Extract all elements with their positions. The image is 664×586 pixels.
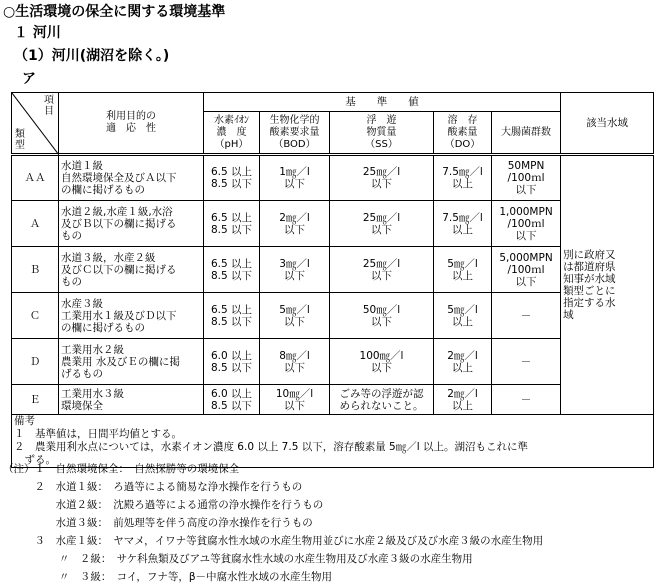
notes-title: 備考 [14,415,35,427]
row-ph: 6.5 以上 8.5 以下 [204,293,260,339]
row-use: 水産３級 工業用水１級及びＤ以下 の欄に掲げるもの [59,293,204,339]
header-coliform: 大腸菌群数 [492,112,561,155]
row-type: Ｅ [12,385,59,415]
table-corner-cell [12,93,59,155]
header-ph: 水素ｲｵﾝ 濃 度 （pH） [204,112,260,155]
header-standard: 基 準 値 [204,93,561,112]
row-ph: 6.5 以上 8.5 以下 [204,201,260,247]
footnote-line: ３ 水産１級： ヤマメ，イワナ等貧腐水性水域の水産生物用並びに水産２級及び及び水産３級の水産生物用 [3,535,544,547]
table-row [12,339,654,385]
row-bod: 10㎎／l 以下 [260,385,330,415]
row-ss: 25㎎／l 以下 [330,247,434,293]
row-do: 7.5㎎／l 以上 [434,155,492,201]
row-use: 水道３級，水産２級 及びＣ以下の欄に掲げる もの [59,247,204,293]
row-coliform: － [492,385,561,415]
row-do: 2㎎／l 以上 [434,339,492,385]
header-use: 利用目的の 適 応 性 [59,93,204,155]
applicable-area-cell: 別に政府又 は都道府県 知事が水域 類型ごとに 指定する水 域 [561,155,654,415]
row-ph: 6.0 以上 8.5 以下 [204,385,260,415]
header-area: 該当水域 [561,93,654,155]
footnote-line: 〃 ３級： コイ，フナ等，β－中腐水性水域の水産生物用 [3,571,333,583]
row-use: 工業用水３級 環境保全 [59,385,204,415]
footnote-line: （注）１ 自然環境保全： 自然探勝等の環境保全 [3,463,240,475]
footnotes [3,460,543,586]
table-row [12,385,654,415]
row-ph: 6.5 以上 8.5 以下 [204,155,260,201]
footnote-line: 〃 ２級： サケ科魚類及びアユ等貧腐水性水域の水産生物用及び水産３級の水産生物用 [3,553,473,565]
row-ss: 50㎎／l 以下 [330,293,434,339]
row-type: Ａ [12,201,59,247]
row-ss: 25㎎／l 以下 [330,201,434,247]
row-type: Ｃ [12,293,59,339]
table-row [12,293,654,339]
row-bod: 3㎎／l 以下 [260,247,330,293]
row-type: Ｄ [12,339,59,385]
environment-standards-table [11,92,654,468]
row-ss: ごみ等の浮遊が認 められないこと。 [330,385,434,415]
row-do: 5㎎／l 以上 [434,293,492,339]
row-ph: 6.5 以上 8.5 以下 [204,247,260,293]
row-coliform: － [492,293,561,339]
corner-type-label: 類 型 [15,129,25,151]
row-ph: 6.0 以上 8.5 以下 [204,339,260,385]
header-ss: 浮 遊 物質量 （SS） [330,112,434,155]
row-bod: 1㎎／l 以下 [260,155,330,201]
row-do: 2㎎／l 以上 [434,385,492,415]
section-heading: ○生活環境の保全に関する環境基準 [3,4,226,20]
header-bod: 生物化学的 酸素要求量 （BOD） [260,112,330,155]
row-use: 水道２級,水産１級,水浴 及びＢ以下の欄に掲げる もの [59,201,204,247]
row-coliform: 1,000MPN /100ｍl 以下 [492,201,561,247]
header-do: 溶 存 酸素量 （DO） [434,112,492,155]
row-bod: 5㎎／l 以下 [260,293,330,339]
row-use: 水道１級 自然環境保全及びＡ以下 の欄に掲げるもの [59,155,204,201]
row-coliform: 5,000MPN /100ｍl 以下 [492,247,561,293]
river-subheading: （1）河川(湖沼を除く。) [14,48,170,64]
row-bod: 2㎎／l 以下 [260,201,330,247]
subsection-label: ア [22,71,36,87]
row-coliform: － [492,339,561,385]
row-coliform: 50MPN /100ｍl 以下 [492,155,561,201]
row-use: 工業用水２級 農業用 水及びＥの欄に掲 げるもの [59,339,204,385]
river-heading: １ 河川 [14,25,61,41]
row-ss: 25㎎／l 以下 [330,155,434,201]
row-do: 5㎎／l 以上 [434,247,492,293]
corner-item-label: 項 目 [44,95,54,117]
row-do: 7.5㎎／l 以上 [434,201,492,247]
row-bod: 8㎎／l 以下 [260,339,330,385]
note-2: ２ 農業用利水点については，水素イオン濃度 6.0 以上 7.5 以下，溶存酸素量 5㎎／l 以上。湖沼もこれに準 ずる。 [14,441,528,466]
footnote-line: 水道２級： 沈殿ろ過等による通常の浄水操作を行うもの [3,499,324,511]
row-type: ＡＡ [12,155,59,201]
row-ss: 100㎎／l 以下 [330,339,434,385]
footnote-line: 水道３級： 前処理等を伴う高度の浄水操作を行うもの [3,517,313,529]
table-row [12,247,654,293]
footnote-line: ２ 水道１級： ろ過等による簡易な浄水操作を行うもの [3,481,303,493]
table-row [12,201,654,247]
table-row [12,155,654,201]
row-type: Ｂ [12,247,59,293]
note-1: １ 基準値は，日間平均値とする。 [14,428,182,440]
